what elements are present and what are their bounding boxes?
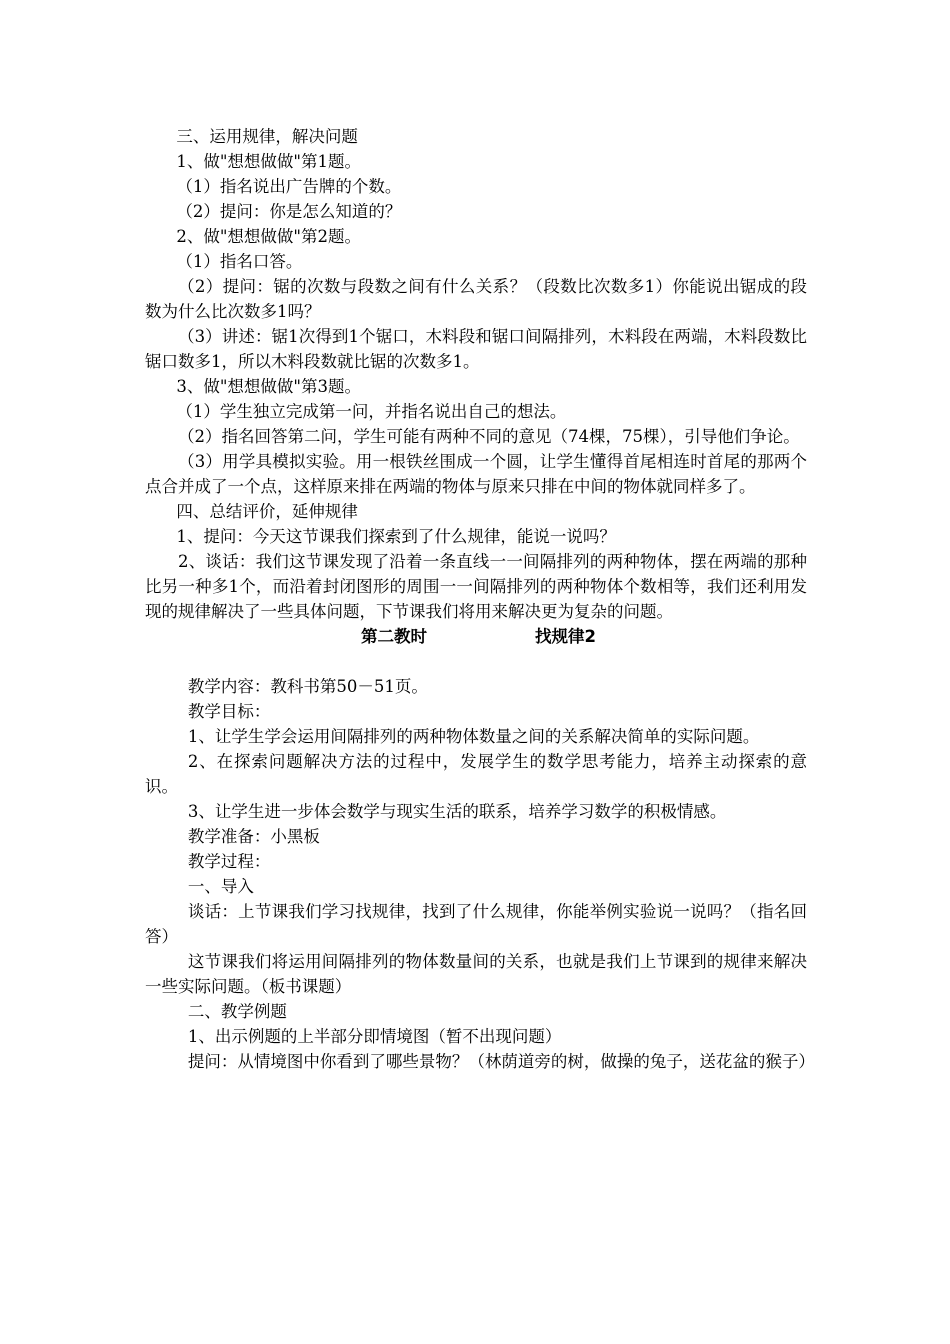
exercise-item-2-1: （1）指名口答。 [176, 252, 303, 271]
heading-apply-rules: 三、运用规律，解决问题 [176, 127, 358, 146]
intro-lesson-topic: 这节课我们将运用间隔排列的物体数量间的关系，也就是我们上节课到的规律来解决一些实际问题。（板书课题） [145, 952, 807, 996]
example-item-1: 1、出示例题的上半部分即情境图（暂不出现问题） [187, 1027, 562, 1046]
example-question: 提问：从情境图中你看到了哪些景物？（林荫道旁的树，做操的兔子，送花盆的猴子） [187, 1052, 815, 1071]
exercise-item-1: 1、做"想想做做"第1题。 [176, 152, 362, 171]
document-page [145, 124, 815, 1074]
exercise-item-3-2: （2）指名回答第二问，学生可能有两种不同的意见（74棵，75棵），引导他们争论。 [178, 427, 800, 446]
teaching-goal-1: 1、让学生学会运用间隔排列的两种物体数量之间的关系解决简单的实际问题。 [187, 727, 760, 746]
exercise-item-3-3: （3）用学具模拟实验。用一根铁丝围成一个圆，让学生懂得首尾相连时首尾的那两个点合并成了一个点，这样原来排在两端的物体与原来只排在中间的物体就同样多了。 [145, 452, 807, 496]
summary-item-2: 2、谈话：我们这节课发现了沿着一条直线一一间隔排列的两种物体，摆在两端的那种比另一种多1个，而沿着封闭图形的周围一一间隔排列的两种物体个数相等，我们还利用发现的规律解决了一些具体问题，下节课我们将用来解决更为复杂的问题。 [145, 552, 807, 621]
teaching-goal-3: 3、让学生进一步体会数学与现实生活的联系，培养学习数学的积极情感。 [187, 802, 727, 821]
teaching-goal-2: 2、在探索问题解决方法的过程中，发展学生的数学思考能力，培养主动探索的意识。 [145, 752, 807, 796]
exercise-item-1-2: （2）提问：你是怎么知道的？ [176, 202, 402, 221]
lesson-number: 第二教时 [361, 627, 427, 646]
exercise-item-2-2: （2）提问：锯的次数与段数之间有什么关系？（段数比次数多1）你能说出锯成的段数为什么比次数多1吗？ [145, 277, 807, 321]
teaching-preparation: 教学准备：小黑板 [187, 827, 320, 846]
summary-item-1: 1、提问：今天这节课我们探索到了什么规律，能说一说吗？ [176, 527, 616, 546]
exercise-item-2: 2、做"想想做做"第2题。 [176, 227, 362, 246]
heading-summary: 四、总结评价，延伸规律 [176, 502, 358, 521]
exercise-item-1-1: （1）指名说出广告牌的个数。 [176, 177, 402, 196]
exercise-item-2-3: （3）讲述：锯1次得到1个锯口，木料段和锯口间隔排列，木料段在两端，木料段数比锯口数多1，所以木料段数就比锯的次数多1。 [145, 327, 807, 371]
exercise-item-3: 3、做"想想做做"第3题。 [176, 377, 362, 396]
lesson-topic: 找规律2 [535, 627, 596, 646]
section-title [145, 624, 807, 649]
intro-talk: 谈话：上节课我们学习找规律，找到了什么规律，你能举例实验说一说吗？（指名回答） [145, 902, 807, 946]
exercise-item-3-1: （1）学生独立完成第一问，并指名说出自己的想法。 [176, 402, 567, 421]
heading-intro: 一、导入 [187, 877, 254, 896]
teaching-content: 教学内容：教科书第50－51页。 [187, 677, 428, 696]
teaching-process-heading: 教学过程： [187, 852, 271, 871]
teaching-goals-heading: 教学目标： [187, 702, 271, 721]
heading-example: 二、教学例题 [187, 1002, 287, 1021]
